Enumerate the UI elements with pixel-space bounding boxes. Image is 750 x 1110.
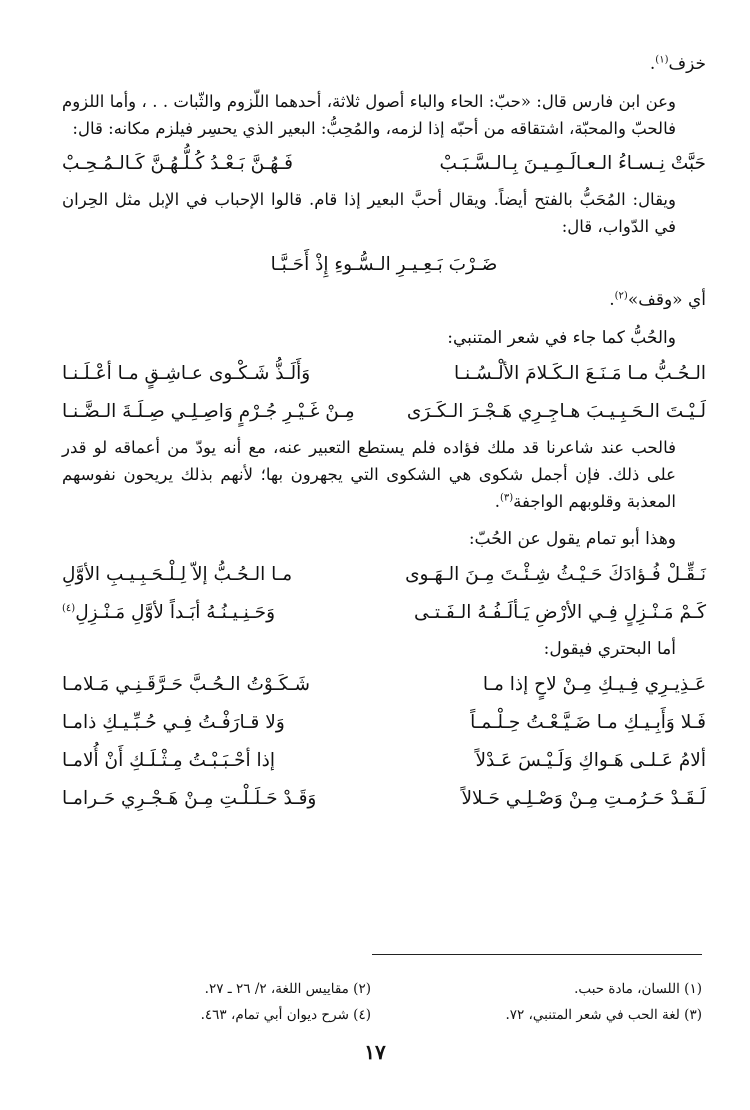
verse: ضَـرْبَ بَـعِـيـرِ الـسُّـوءِ إِذْ أَحَـبَّـا: [270, 254, 498, 275]
text-line: وهذا أبو تمام يقول عن الحُبّ:: [468, 529, 676, 549]
verse-second-hemistich: مـا الـحُـبُّ إلاّ لِـلْـحَـبِـيـبِ الأوَّلِ: [62, 564, 293, 585]
paragraph: فالحب عند شاعرنا قد ملك فؤاده فلم يستطع التعبير عنه، مع أنه يودّ من أعماقه لو قدر على ذلك. فإن أجمل شكوى هي الشكوى التي يجهرون بها؛ لأنهم بذلك يريحون نفوسهم المعذبة وقلوبهم الواجفة$^{(٣)}$.: [62, 438, 676, 511]
verse-first-hemistich: كَـمْ مَـنْـزِلٍ فِـي الأرْضِ يَـألَـفُـهُ الـفَـتـى: [414, 602, 706, 623]
verse-second-hemistich: وَلا قـارَفْـتُ فِـي حُـبِّـيـكِ ذامـا: [62, 712, 285, 733]
footnote: (١) اللسان، مادة حبب.: [574, 981, 702, 997]
verse: [62, 396, 706, 428]
verse: [62, 707, 706, 739]
verse-first-hemistich: حَبَّتْ نِـسـاءُ الـعـالَـمِـيـنَ بِـالـسَّـبَـبْ: [439, 153, 706, 174]
verse: [62, 148, 706, 180]
footnotes: [44, 976, 706, 1028]
verse: [62, 783, 706, 815]
verse: [62, 669, 706, 701]
footnote-ref: (٣): [499, 492, 514, 504]
paragraph: وعن ابن فارس قال: «حبّ: الحاء والباء أصول ثلاثة، أحدهما اللّزوم والثّبات . . ، وأما اللزوم فالحبّ والمحبّة، اشتقاقه من أحبّه إذا لزمه، والمُحِبُّ: البعير الذي يحسِر فيلزم مكانه: قال:: [62, 92, 676, 138]
verse: [62, 597, 706, 629]
verse-first-hemistich: لَـقَـدْ حَـرُمـتِ مِـنْ وَصْـلِـي حَـلالاً: [461, 788, 706, 809]
footnote-ref: (٢): [614, 290, 628, 302]
page-body: [62, 50, 706, 821]
text-line: أما البحتري فيقول:: [543, 639, 676, 659]
verse-second-hemistich: وَقَـدْ حَـلَـلْـتِ مِـنْ هَـجْـرِي حَـرامـا: [62, 788, 317, 809]
verse-first-hemistich: نَـقِّـلْ فُـؤادَكَ حَـيْـثُ شِـئْـتَ مِـنَ الـهَـوى: [405, 564, 706, 585]
verse-first-hemistich: لَـيْـتَ الـحَـبِـيـبَ هـاجِـرِي هَـجْـرَ الـكَـرَى: [406, 401, 706, 422]
verse-first-hemistich: عَـذِيـرِي فِـيـكِ مِـنْ لاحٍ إذا مـا: [482, 674, 706, 695]
text-line: والحُبُّ كما جاء في شعر المتنبي:: [447, 328, 676, 348]
verse: [62, 745, 706, 777]
verse-second-hemistich: وَحَـنِـيـنُـهُ أبَـداً لأوَّلِ مَـنْـزِلِ$^{(٤)}$: [62, 602, 276, 623]
verse-second-hemistich: فَـهُـنَّ بَـعْـدُ كُـلُّـهُـنَّ كَـالـمُـحِـبْ: [62, 153, 293, 174]
verse-second-hemistich: وَأَلَـذُّ شَـكْـوى عـاشِـقٍ مـا أعْـلَـنـا: [62, 363, 311, 384]
verse-second-hemistich: شَـكَـوْتُ الـحُـبَّ حَـرَّقَـنِـي مَـلامـا: [62, 674, 310, 695]
footnote: (٢) مقاييس اللغة، ٢/ ٢٦ ـ ٢٧.: [204, 981, 371, 997]
verse: [62, 559, 706, 591]
footnote-separator: [372, 954, 702, 955]
footnote-ref: (٤): [62, 602, 76, 614]
verse-first-hemistich: فَـلا وَأَبِـيـكِ مـا ضَـيَّـعْـتُ حِـلْـمـاً: [470, 712, 706, 733]
verse-first-hemistich: ألامُ عَـلـى هَـواكِ وَلَـيْـسَ عَـدْلاً: [475, 750, 706, 771]
verse-first-hemistich: الـحُـبُّ مـا مَـنَـعَ الـكَـلامَ الألْـسُـنـا: [453, 363, 706, 384]
paragraph: ويقال: المُحَبُّ بالفتح أيضاً. ويقال أحبَّ البعير إذا قام. قالوا الإحباب في الإبل مثل الحِران في الدّواب، قال:: [62, 190, 676, 236]
verse-second-hemistich: إذا أحْـبَـبْـتُ مِـثْـلَـكِ أَنْ أُلامـا: [62, 750, 276, 771]
footnote: (٣) لغة الحب في شعر المتنبي، ٧٢.: [505, 1007, 702, 1023]
text-line: خزف$^{(١)}$.: [649, 54, 706, 74]
verse: [62, 358, 706, 390]
page-number: ١٧: [364, 1040, 386, 1064]
footnote: (٤) شرح ديوان أبي تمام، ٤٦٣.: [200, 1007, 371, 1023]
verse-second-hemistich: مِـنْ غَـيْـرِ جُـرْمٍ وَاصِـلِـي صِـلَـةَ الـضَّـنـا: [62, 401, 355, 422]
footnote-ref: (١): [655, 54, 669, 66]
text-line: أي «وقف»$^{(٢)}$.: [609, 290, 706, 310]
